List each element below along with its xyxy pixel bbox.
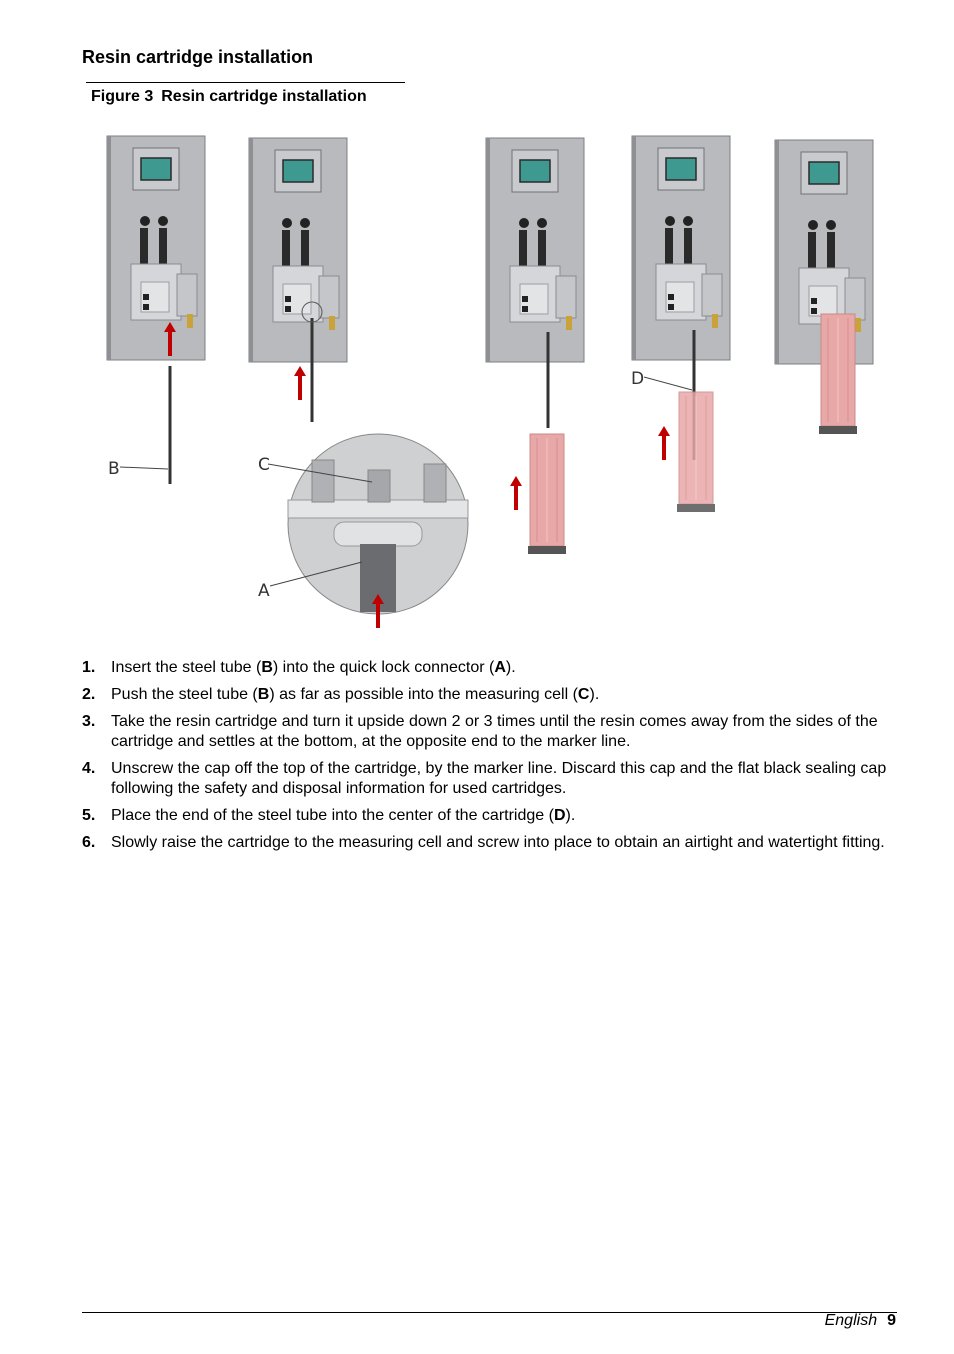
installation-illustration — [0, 120, 954, 640]
step-item — [82, 759, 902, 799]
step-item — [82, 712, 902, 752]
step-item — [82, 833, 902, 853]
label-d: D — [631, 369, 645, 389]
step-item — [82, 806, 902, 826]
label-b: B — [108, 459, 120, 479]
step-callout-letter: D — [553, 807, 566, 824]
step-callout-letter: A — [494, 659, 506, 676]
step-text: Place the end of the steel tube into the center of the cartridge ( — [111, 807, 554, 824]
step-callout-letter: B — [257, 686, 270, 703]
figure-title: Resin cartridge installation — [161, 88, 367, 105]
step-item — [82, 658, 902, 678]
step-callout-letter: B — [261, 659, 273, 676]
step-number: 3. — [82, 713, 96, 730]
footer-language: English — [824, 1312, 878, 1329]
figure-number: Figure 3 — [91, 88, 154, 105]
instruction-steps — [82, 658, 902, 860]
label-a: A — [258, 581, 270, 601]
figure-caption — [91, 88, 367, 106]
step-item — [82, 685, 902, 705]
step-text: ). — [589, 686, 600, 703]
step-text: Slowly raise the cartridge to the measuring cell and screw into place to obtain an airtight and watertight fitting. — [111, 834, 885, 851]
step-text: Unscrew the cap off the top of the cartridge, by the marker line. Discard this cap and the flat black sealing cap following the safety and disposal information for used cartridges. — [111, 760, 887, 797]
step-text: Insert the steel tube ( — [111, 659, 262, 676]
step-number: 2. — [82, 686, 96, 703]
step-text: Push the steel tube ( — [111, 686, 258, 703]
section-title: Resin cartridge installation — [82, 47, 314, 67]
step-text: Take the resin cartridge and turn it upside down 2 or 3 times until the resin comes away from the sides of the cartridge and settles at the bottom, at the opposite end to the marker line. — [111, 713, 878, 750]
step-number: 5. — [82, 807, 96, 824]
step-text: ) into the quick lock connector ( — [272, 659, 495, 676]
step-number: 1. — [82, 659, 96, 676]
step-number: 6. — [82, 834, 96, 851]
page-number: 9 — [887, 1312, 896, 1329]
label-c: C — [258, 455, 270, 475]
step-text: ). — [565, 807, 576, 824]
step-callout-letter: C — [577, 686, 590, 703]
step-number: 4. — [82, 760, 96, 777]
step-text: ). — [505, 659, 516, 676]
step-text: ) as far as possible into the measuring cell ( — [269, 686, 578, 703]
page-footer — [825, 1312, 896, 1330]
figure-rule — [86, 82, 405, 83]
footer-rule — [82, 1312, 897, 1313]
